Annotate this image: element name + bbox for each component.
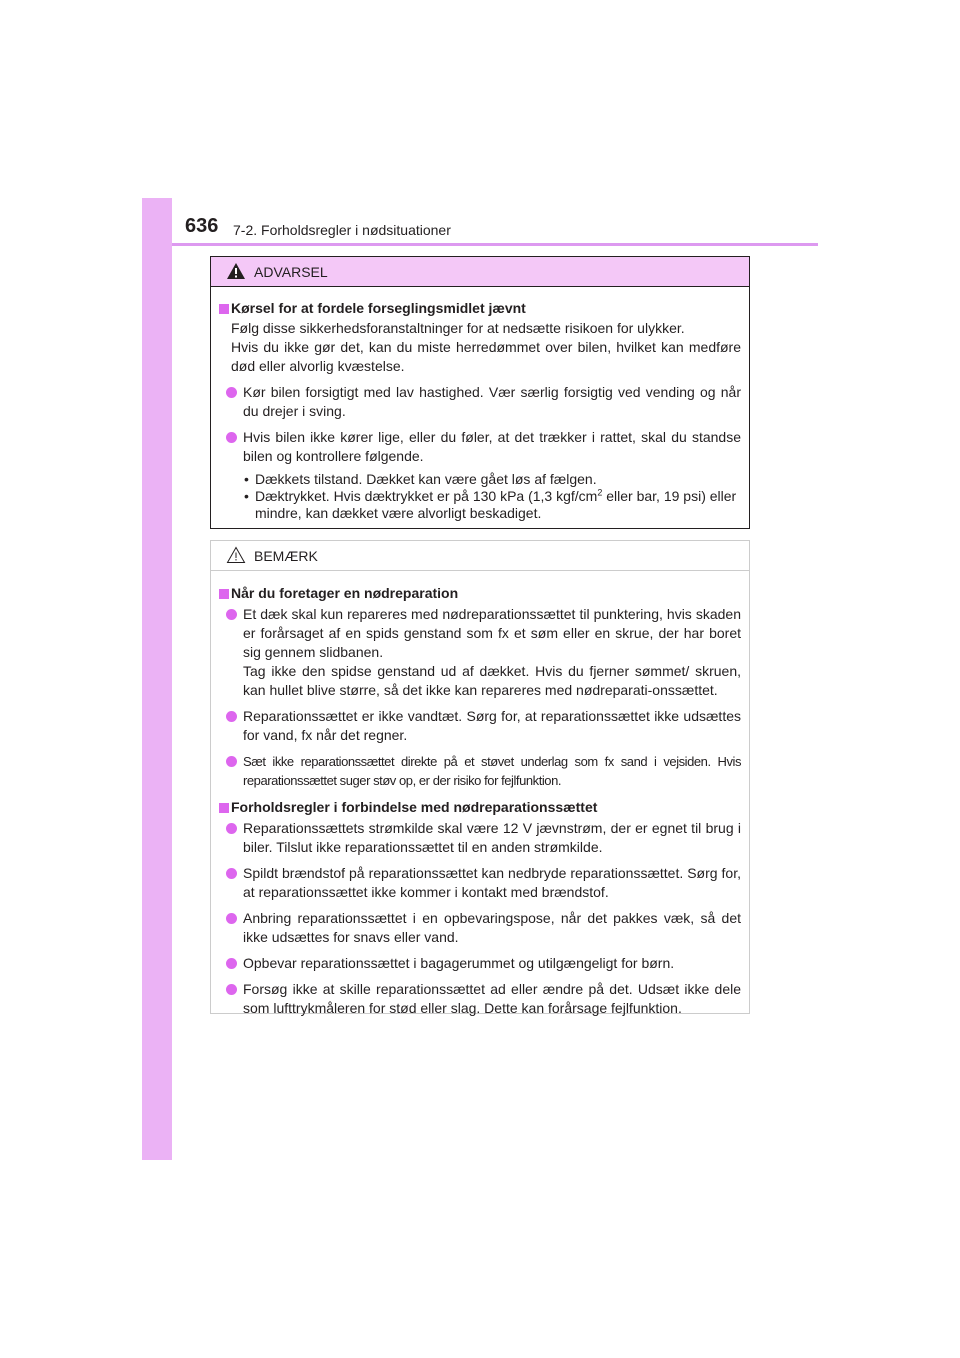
square-bullet-icon xyxy=(219,304,229,314)
bullet-dot-icon xyxy=(226,609,237,620)
warning-label: ADVARSEL xyxy=(254,264,328,280)
note-bullet: Spildt brændstof på reparationssættet kan nedbryde reparationssættet. Sørg for, at reparationssættet ikke kommer i kontakt med brændstof. xyxy=(219,864,741,902)
warning-subitem: • Dæktrykket. Hvis dæktrykket er på 130 kPa (1,3 kgf/$cm^2$ eller bar, 19 psi) eller mindre, kan dækket være alvorligt beskadiget. xyxy=(244,487,737,521)
warning-triangle-icon xyxy=(226,262,246,280)
note-header xyxy=(211,541,749,571)
square-bullet-icon xyxy=(219,803,229,813)
bullet-dot-icon xyxy=(226,387,237,398)
caution-triangle-icon xyxy=(226,546,246,564)
note-bullet: Sæt ikke reparationssættet direkte på et støvet underlag som fx sand i vejsiden. Hvis reparationssættet suger støv op, er der risiko for fejlfunktion. xyxy=(219,752,741,790)
note-heading-2: Forholdsregler i forbindelse med nødreparationssættet xyxy=(219,798,741,817)
warning-subitem: • Dækkets tilstand. Dækket kan være gået løs af fælgen. xyxy=(244,471,597,487)
warning-header xyxy=(211,257,749,287)
note-bullet: Anbring reparationssættet i en opbevaringspose, når det pakkes væk, så det ikke udsættes for snavs eller vand. xyxy=(219,909,741,947)
warning-bullet: Hvis bilen ikke kører lige, eller du føler, at det trækker i rattet, skal du standse bilen og kontrollere følgende. xyxy=(219,428,741,466)
bullet-dot-icon xyxy=(226,984,237,995)
bullet-dot-icon xyxy=(226,711,237,722)
bullet-dot-icon xyxy=(226,913,237,924)
bullet-dot-icon xyxy=(226,868,237,879)
bullet-dot-icon xyxy=(226,958,237,969)
bullet-dot-icon xyxy=(226,823,237,834)
note-box xyxy=(210,540,750,1014)
note-bullet: Reparationssættets strømkilde skal være 12 V jævnstrøm, der er egnet til brug i biler. Tilslut ikke reparationssættet til en anden strømkilde. xyxy=(219,819,741,857)
page-number: 636 xyxy=(185,215,219,237)
warning-bullet: Kør bilen forsigtigt med lav hastighed. Vær særlig forsigtig ved vending og når du drejer i sving. xyxy=(219,383,741,421)
bullet-dot-icon xyxy=(226,756,237,767)
header-rule xyxy=(172,243,818,246)
note-bullet: Opbevar reparationssættet i bagagerummet og utilgængeligt for børn. xyxy=(219,954,741,973)
note-bullet: Reparationssættet er ikke vandtæt. Sørg for, at reparationssættet ikke udsættes for vand, fx når det regner. xyxy=(219,707,741,745)
warning-intro-1: Følg disse sikkerhedsforanstaltninger for at nedsætte risikoen for ulykker. xyxy=(231,320,685,336)
chapter-side-tab xyxy=(142,198,172,1160)
warning-heading: Kørsel for at fordele forseglingsmidlet jævnt xyxy=(219,299,741,318)
bullet-dot-icon xyxy=(226,432,237,443)
note-bullet: Et dæk skal kun repareres med nødreparationssættet til punktering, hvis skaden er forårsaget af en spids genstand som fx et søm eller en skrue, der har boret sig gennem slidbanen. Tag ikke den spidse genstand ud af dækket. Hvis du fjerner sømmet/ skruen, kan hullet blive større, så det ikke kan repareres med nødreparati-onssættet. xyxy=(219,605,741,700)
note-bullet: Forsøg ikke at skille reparationssættet ad eller ændre på det. Udsæt ikke dele som lufttrykmåleren for stød eller slag. Dette kan forårsage fejlfunktion. xyxy=(219,980,741,1018)
warning-intro-2: Hvis du ikke gør det, kan du miste herredømmet over bilen, hvilket kan medføre død eller alvorlig kvæstelse. xyxy=(231,339,741,374)
warning-box xyxy=(210,256,750,529)
section-title: 7-2. Forholdsregler i nødsituationer xyxy=(233,222,451,238)
note-label: BEMÆRK xyxy=(254,548,318,564)
square-bullet-icon xyxy=(219,589,229,599)
note-heading-1: Når du foretager en nødreparation xyxy=(219,584,741,603)
